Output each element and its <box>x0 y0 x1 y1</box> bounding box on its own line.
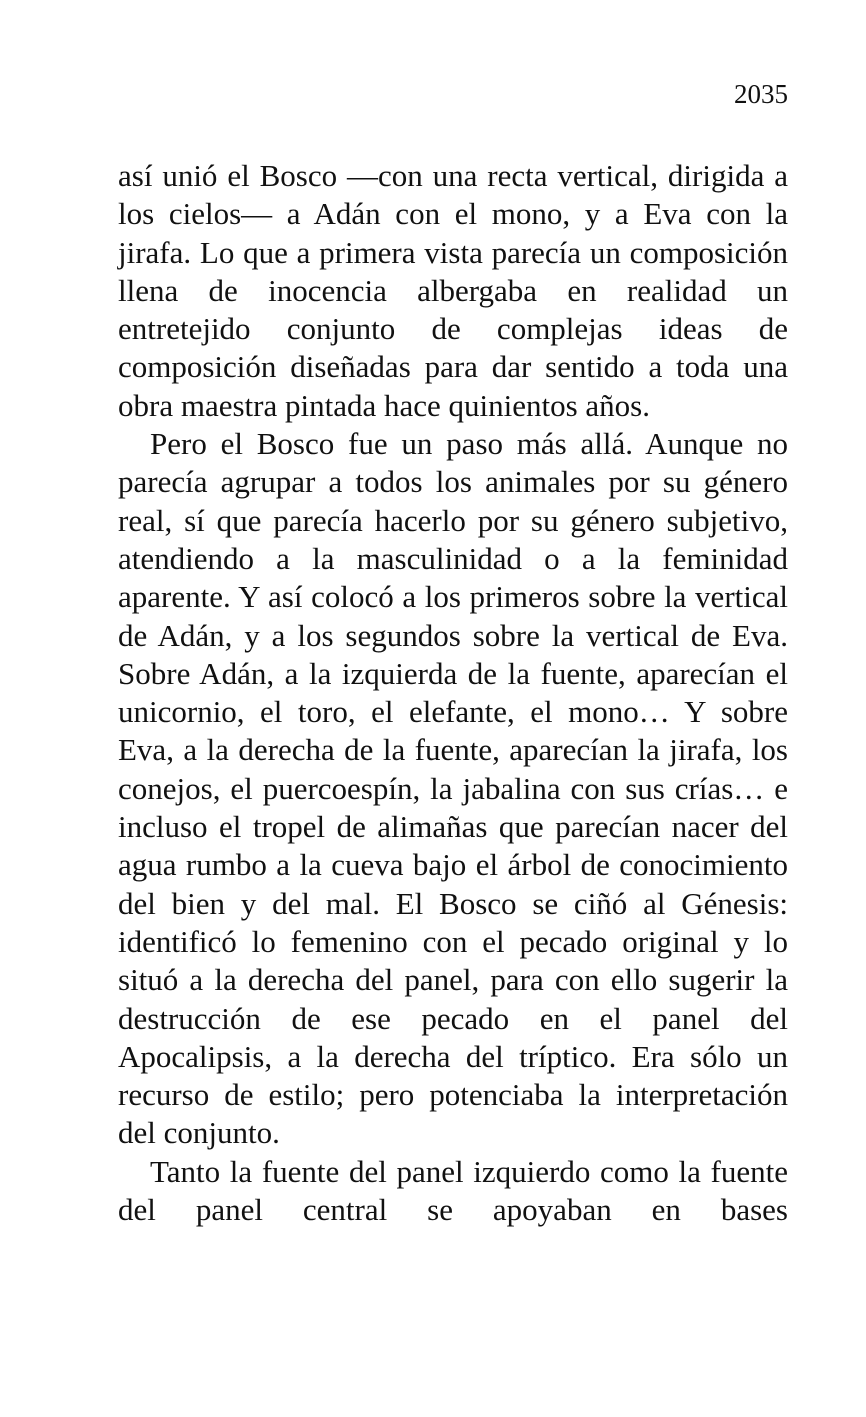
paragraph-bosco-gender: Pero el Bosco fue un paso más allá. Aunque no parecía agrupar a todos los animales por su género real, sí que parecía hacerlo por su género subjetivo, atendiendo a la masculinidad o a la feminidad aparente. Y así colocó a los primeros sobre la vertical de Adán, y a los segundos sobre la vertical de Eva. Sobre Adán, a la izquierda de la fuente, aparecían el unicornio, el toro, el elefante, el mono… Y sobre Eva, a la derecha de la fuente, aparecían la jirafa, los conejos, el puercoespín, la jabalina con sus crías… e incluso el tropel de alimañas que parecían nacer del agua rumbo a la cueva bajo el árbol de conocimiento del bien y del mal. El Bosco se ciñó al Génesis: identificó lo femenino con el pecado original y lo situó a la derecha del panel, para con ello sugerir la destrucción de ese pecado en el panel del Apocalipsis, a la derecha del tríptico. Era sólo un recurso de estilo; pero potenciaba la interpretación del conjunto. <box>118 426 788 1151</box>
paragraph-fountain-bases: Tanto la fuente del panel izquierdo como la fuente del panel central se apoyaban en bases <box>118 1153 788 1228</box>
body-text <box>118 157 788 1229</box>
paragraph-continuation: así unió el Bosco —con una recta vertical, dirigida a los cielos— a Adán con el mono, y a Eva con la jirafa. Lo que a primera vista parecía un composición llena de inocencia albergaba en realidad un entretejido conjunto de complejas ideas de composición diseñadas para dar sentido a toda una obra maestra pintada hace quinientos años. <box>118 158 788 423</box>
page-number: 2035 <box>734 79 788 109</box>
